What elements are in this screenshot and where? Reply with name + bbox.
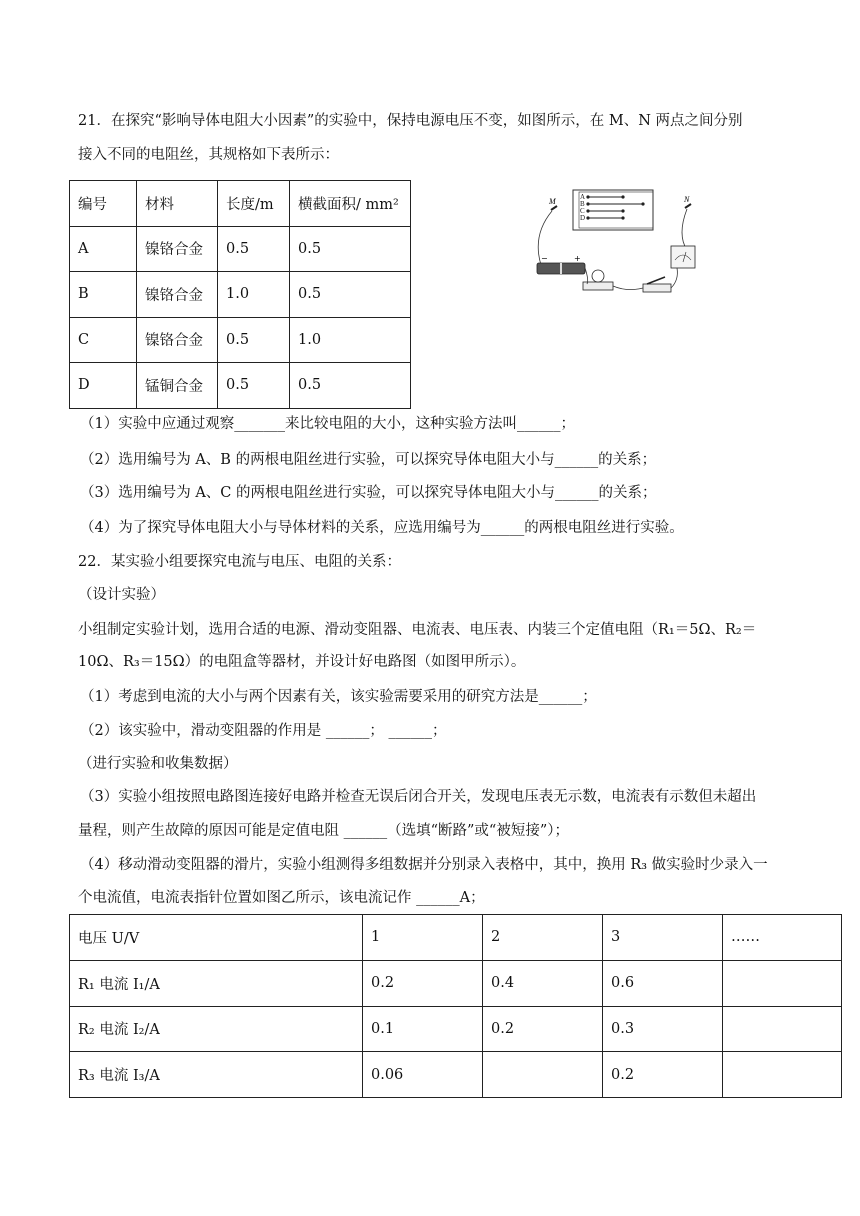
cell-value: 0.6 <box>603 960 723 1006</box>
q22-data-table <box>69 914 842 1098</box>
cell-value <box>723 1052 842 1098</box>
cell-value: 0.1 <box>363 1006 483 1052</box>
label-n: N <box>684 195 690 204</box>
header-cell-voltage: 电压 U/V <box>70 915 363 961</box>
cell-length: 0.5 <box>218 363 290 409</box>
table-header-row <box>70 915 842 961</box>
q22-item4-line2: 个电流值，电流表指针位置如图乙所示，该电流记作 ______A； <box>78 890 485 906</box>
q21-line1: 21．在探究“影响导体电阻大小因素”的实验中，保持电源电压不变，如图所示，在 M、N 两点之间分别 <box>78 113 743 129</box>
wire-label-a: A <box>580 193 586 201</box>
wire-label-d: D <box>580 214 586 222</box>
table-row <box>70 363 411 409</box>
bulb-icon <box>592 270 604 282</box>
clip-n <box>685 204 691 208</box>
cell-value <box>723 1006 842 1052</box>
cell-value <box>483 1052 603 1098</box>
cell-area: 0.5 <box>290 272 411 318</box>
q21-wire-spec-table <box>69 180 411 409</box>
header-cell-id: 编号 <box>70 181 137 227</box>
table-row <box>70 226 411 272</box>
wire-label-c: C <box>580 207 585 215</box>
label-m: M <box>549 197 556 206</box>
clip-m <box>551 206 557 210</box>
q22-title: 22．某实验小组要探究电流与电压、电阻的关系： <box>78 554 401 570</box>
q22-item2: （2）该实验中，滑动变阻器的作用是 ______； ______； <box>80 723 447 739</box>
header-cell-v2: 2 <box>483 915 603 961</box>
table-row <box>70 1052 842 1098</box>
header-cell-more: …… <box>723 915 842 961</box>
cell-area: 0.5 <box>290 226 411 272</box>
q22-design-heading: （设计实验） <box>78 587 165 603</box>
q21-line2: 接入不同的电阻丝，其规格如下表所示： <box>78 147 339 163</box>
ammeter-icon <box>671 246 695 268</box>
q21-item4: （4）为了探究导体电阻大小与导体材料的关系，应选用编号为______的两根电阻丝进行实验。 <box>80 520 684 536</box>
switch-base <box>643 284 671 292</box>
cell-value: 0.2 <box>363 960 483 1006</box>
row-label: R₂ 电流 I₂/A <box>70 1006 363 1052</box>
cell-value: 0.4 <box>483 960 603 1006</box>
header-cell-length: 长度/m <box>218 181 290 227</box>
wire-label-b: B <box>580 200 585 208</box>
q22-plan-line1: 小组制定实验计划，选用合适的电源、滑动变阻器、电流表、电压表、内装三个定值电阻（R₁＝5Ω、R₂＝ <box>78 622 757 638</box>
cell-id: B <box>70 272 137 318</box>
cell-length: 0.5 <box>218 226 290 272</box>
q21-item3: （3）选用编号为 A、C 的两根电阻丝进行实验，可以探究导体电阻大小与______的关系； <box>80 485 657 501</box>
q22-item4-line1: （4）移动滑动变阻器的滑片，实验小组测得多组数据并分别录入表格中，其中，换用 R₃ 做实验时少录入一 <box>80 857 768 873</box>
header-cell-area: 横截面积/ mm² <box>290 181 411 227</box>
cell-id: A <box>70 226 137 272</box>
cell-area: 1.0 <box>290 317 411 363</box>
cell-value: 0.3 <box>603 1006 723 1052</box>
q21-item2: （2）选用编号为 A、B 的两根电阻丝进行实验，可以探究导体电阻大小与______的关系； <box>80 452 657 468</box>
table-row <box>70 272 411 318</box>
cell-id: D <box>70 363 137 409</box>
cell-id: C <box>70 317 137 363</box>
q22-item3-line1: （3）实验小组按照电路图连接好电路并检查无误后闭合开关，发现电压表无示数，电流表有示数但未超出 <box>80 789 757 805</box>
cell-material: 镍铬合金 <box>137 272 218 318</box>
cell-material: 镍铬合金 <box>137 317 218 363</box>
battery-plus: + <box>574 254 581 263</box>
cell-material: 镍铬合金 <box>137 226 218 272</box>
table-header-row <box>70 181 411 227</box>
q22-collect-heading: （进行实验和收集数据） <box>78 756 238 772</box>
q21-item1: （1）实验中应通过观察_______来比较电阻的大小，这种实验方法叫______； <box>80 416 575 432</box>
header-cell-v1: 1 <box>363 915 483 961</box>
cell-value: 0.06 <box>363 1052 483 1098</box>
circuit-diagram <box>527 180 697 305</box>
q22-item1: （1）考虑到电流的大小与两个因素有关，该实验需要采用的研究方法是______； <box>80 689 597 705</box>
cell-value: 0.2 <box>603 1052 723 1098</box>
cell-area: 0.5 <box>290 363 411 409</box>
table-row <box>70 960 842 1006</box>
table-row <box>70 1006 842 1052</box>
cell-length: 1.0 <box>218 272 290 318</box>
q22-plan-line2: 10Ω、R₃＝15Ω）的电阻盒等器材，并设计好电路图（如图甲所示）。 <box>78 654 526 670</box>
table-row <box>70 317 411 363</box>
cell-value <box>723 960 842 1006</box>
cell-length: 0.5 <box>218 317 290 363</box>
row-label: R₁ 电流 I₁/A <box>70 960 363 1006</box>
battery-minus: − <box>541 254 548 263</box>
q22-item3-line2: 量程，则产生故障的原因可能是定值电阻 ______（选填“断路”或“被短接”）； <box>78 823 570 839</box>
switch-lever <box>647 277 665 284</box>
cell-material: 锰铜合金 <box>137 363 218 409</box>
cell-value: 0.2 <box>483 1006 603 1052</box>
row-label: R₃ 电流 I₃/A <box>70 1052 363 1098</box>
header-cell-material: 材料 <box>137 181 218 227</box>
header-cell-v3: 3 <box>603 915 723 961</box>
